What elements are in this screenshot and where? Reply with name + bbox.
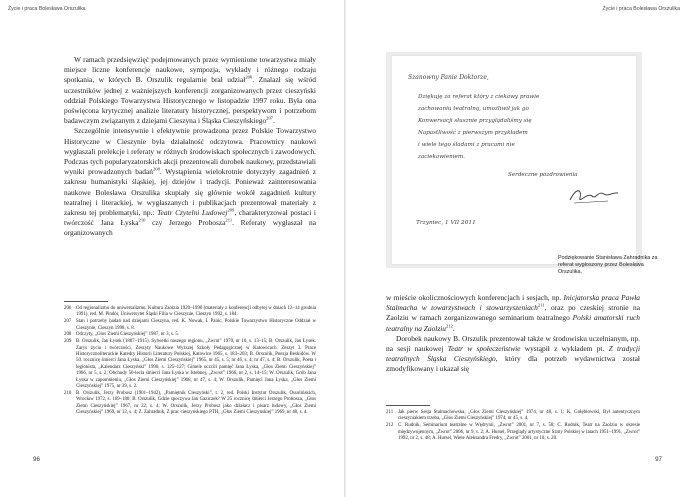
footnote-ref[interactable]: 210: [138, 217, 146, 223]
footnote-ref[interactable]: 208: [152, 166, 160, 172]
letter-line: Dziękuję za referat który z ciekawy prawie: [418, 94, 540, 100]
letter-line: Napastliwość z pierwszym przykładem: [418, 130, 528, 136]
letter-line: Konwersacji słusznie przyglądaliśmy się: [418, 118, 532, 124]
footnote: 207 Stan i potrzeby badań nad dziejami Cieszyna, red. K. Nowak, I. Panic, Polskie Towarzystwo Historyczne Oddział w Cieszynie, Cieszyn 1998, s. 8.: [64, 319, 316, 331]
footnote-ref[interactable]: 206: [245, 74, 253, 80]
letter-photo: [386, 52, 642, 268]
letter-line: Szanowny Panie Doktorze,: [408, 74, 489, 81]
footnote: 211 Jak pierw Sesja Stalmachowska, „Głos Ziemi Cieszyńskiej” 1974, nr 48, s. 1; K. Gołębiowski, Był autentycznym cieszyniakiem trzeba, „Głos Ziemi Cieszyńskiej” 1974, nr 45, s. 4.: [386, 410, 640, 422]
footnote: 208 Odczyty, „Głos Ziemi Cieszyńskiej” 1987, nr 3, s. 5.: [64, 332, 180, 338]
footnote-ref[interactable]: 209: [227, 207, 235, 213]
paragraph: w mieście okolicznościowych konferencjach i sesjach, np. Inicjatorska praca Pawła Stalmacha w towarzystwach i stowarzyszeniach$^{211}$, oraz po czeskiej stronie na Zaolziu w ramach zorganizowanego seminarium teatralnego Polski amatorski ruch teatralny na Zaolziu$^{212}$.: [386, 293, 641, 333]
page-number-left: 96: [33, 456, 40, 463]
letter-line: Serdeczne pozdrowienia: [508, 172, 578, 178]
right-page: [346, 0, 690, 497]
footnote: 206 Od regionalizmu do uniwersalizmu. Kultura Zaolzia 1920–1990 (materiały z konferencji odbytej w dniach 12–14 grudnia 1991), red. M. Pindór, Uniwersytet Śląski Filia w Cieszynie, Cieszyn 1992, s. 184.: [64, 306, 316, 318]
footnote: 212 C. Rudnik, Seminarium teatralne w Wędrynii, „Zwrot” 2001, nr 7, s. 58; C. Rudnik, Teatr na Zaolziu w okresie międzywojennym, „Zwrot” 2006, nr 9, s. 2; A. Hursel, Przeglądy artystyczne Szmy Polskiej w latach 1951–1991, „Zwrot” 1992, nr 2, s. 48; A. Hursel, Wiele Aleksandra Fredry, „Zwrot” 2001, nr 10, s. 20.: [386, 423, 640, 442]
running-header-left: Życie i praca Bolesława Orszulika: [8, 6, 86, 12]
footnote-rule: [386, 405, 430, 406]
footnote-ref[interactable]: 212: [445, 323, 453, 329]
left-body-text: [64, 55, 316, 239]
paragraph: Szczególnie intensywnie i efektywnie prowadzona przez Polskie Towarzystwo Historyczne w Cieszynie była działalność odczytowa. Pracownicy naukowi wygłaszali prelekcje i referaty w różnych środowiskach społecznych i zawodowych. Podczas tych popularyzatorskich akcji prezentowali dorobek naukowy, przedstawiali wyniki prowadzonych badań$^{208}$. Wystąpienia wielokrotnie dotyczyły zagadnień z zakresu humanistyki śląskiej, jej dziejów i tradycji. Ponieważ zainteresowania naukowe Bolesława Orszulika skupiały się głównie wokół zagadnień kultury teatralnej i literackiej, w wygłaszanych i publikacjach prezentował materiały z zakresu tej problematyki, np.: Teatr Czytelni Ludowej$^{209}$, charakteryzował postaci i twórczość Jana Łyska$^{210}$ czy Jerzego Probosza$^{211}$. Referaty wygłaszał na organizowanych: [64, 126, 317, 238]
page-number-right: 97: [655, 456, 662, 463]
footnote-ref[interactable]: 211: [225, 217, 233, 223]
footnote-rule: [64, 301, 108, 302]
letter-line: i wiele tego śladami z pracami nie: [418, 142, 515, 148]
right-footnotes: [386, 410, 640, 443]
letter-line: zachowaniu teatralną, umożliwił jak go: [418, 106, 529, 112]
footnote: 209 B. Orszulik, Jan Łysek (1887–1915). Sylwetki naszego regionu, „Zwrot” 1970, nr 10, s. 13–15; B. Orszulik, Jan Łysek. Zarys życia i twórczości, Zeszyty Naukowe Wyższej Szkoły Pedagogicznej w Katowicach. Zeszyt 3. Prace Historycznoliterackie Katedry Historii Literatury Polskiej, Katowice 1965, s. 183–203; B. Orszulik, Poezja Beskidów. W 50. rocznicę śmierci Jana Łyska, „Głos Ziemi Cieszyńskiej” 1965, nr 45, s. 5; nr 46, s. 4; nr 47, s. 4; B. Orszulik, Poeta i legionista, „Kalendarz Cieszyński” 1990, s. 125–127; Gimele uczcili pamięć Jana Łyska, „Głos Ziemi Cieszyńskiej” 1966, nr 5, s. 2; Obchody 50-lecia śmierci Jana Łyska w Istebnej, „Zwrot” 1966, nr 2, s. 14–15; W. Orszulik, Grób Jana Łyska w zapomnieniu, „Głos Ziemi Cieszyńskiej” 1968, nr 47, s. 4; W. Orszulik, Pamięci Jana Łyska, „Głos Ziemi Cieszyńskiej” 1975, nr 39, s. 2.: [64, 339, 316, 390]
paragraph: Dorobek naukowy B. Orszulik prezentował także w środowisku uczelnianym, np. na sesji naukowej Teatr w społeczeństwie wystąpił z wykładem pt. Z tradycji teatralnych Śląska Cieszyńskiego, który dla potrzeb wydawnictwa został zmodyfikowany i ukazał się: [386, 333, 640, 374]
paragraph: W ramach przedsięwzięć podejmowanych przez wymienione towarzystwa miały miejsce liczne konferencje naukowe, sympozja, wykłady i różnego rodzaju spotkania, w których B. Orszulik regularnie brał udział$^{206}$. Znalazł się wśród uczestników jednej z ważniejszych konferencji zorganizowanych przez cieszyński oddział Polskiego Towarzystwa Historycznego w listopadzie 1997 roku. Była ona poświęcona krytycznej analizie literatury historycznej, perspektywom i potrzebom badawczym związanym z dziejami Cieszyna i Śląska Cieszyńskiego$^{207}$.: [64, 55, 316, 126]
figure-caption: Podziękowanie Stanisława Zahradnika za referat wygłoszony przez Bolesława Orszulika.: [558, 255, 658, 276]
letter-line: zaciekawieniem.: [418, 154, 465, 160]
running-header-right: Życie i praca Bolesława Orszulika: [602, 6, 680, 12]
letter-line: Trzyniec, 1 VII 2011: [416, 220, 476, 226]
footnote: 210 B. Orszulik, Jerzy Probosz (1901–1942), „Pamiętnik Cieszyński”, t. 2, red. Polski Instytut Orszulik, Ossolińskich, Wrocław 1972, s. 169–180; B. Orszulik, Gdzie spoczywa Jan Gaziczek? W 25 rocznicę śmierci Jerzego Probosza, „Głos Ziemi Cieszyńskiej” 1967, nr 22, s. 4; W. Orszulik, Jerzy Probosz jako działacz i pisarz ludowy, „Głos Ziemi Cieszyńskiej” 1969, nr 12, s. 4; Z. Zahradnik, Z prac cieszyńskiego PTH, „Głos Ziemi Cieszyńskiej” 1969, nr 48, s. 4.: [64, 390, 316, 416]
left-footnotes: [64, 306, 316, 417]
footnote-ref[interactable]: 211: [537, 302, 545, 308]
handwritten-letter: [392, 56, 636, 264]
left-page: [0, 0, 344, 497]
signature-icon: [568, 184, 620, 206]
right-body-text: [386, 293, 640, 375]
footnote-ref[interactable]: 207: [266, 115, 274, 121]
